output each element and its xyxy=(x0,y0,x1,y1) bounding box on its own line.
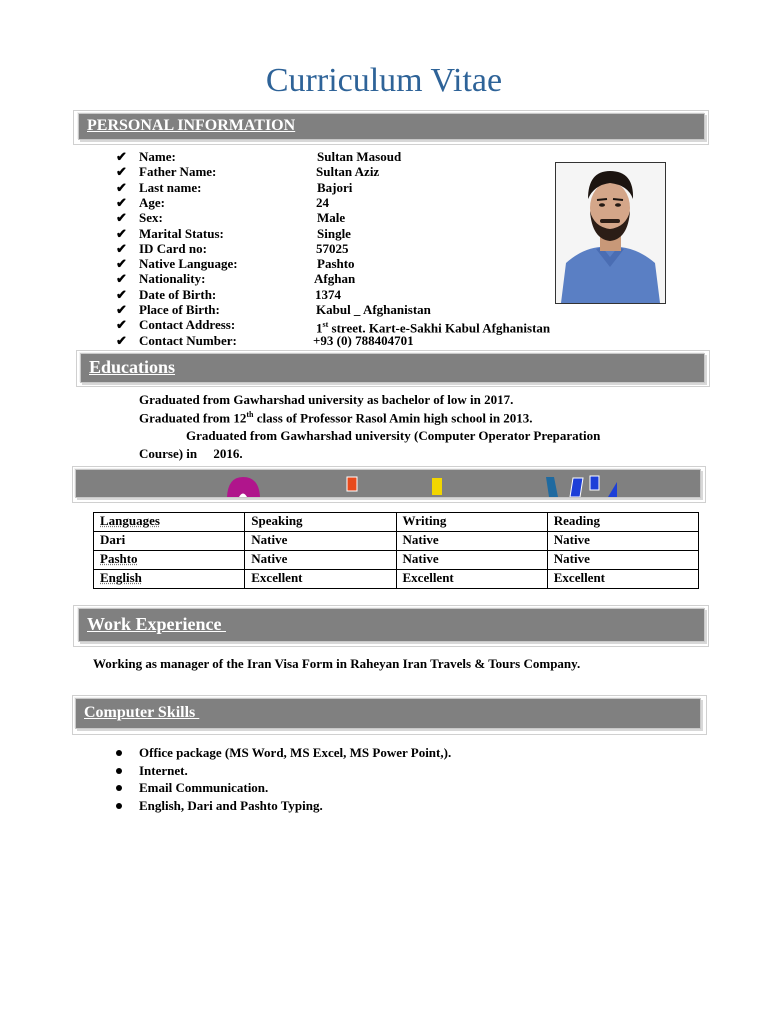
list-item: Email Communication. xyxy=(116,779,451,797)
table-header-cell: Writing xyxy=(396,513,547,532)
list-item: Office package (MS Word, MS Excel, MS Power Point,). xyxy=(116,744,451,762)
personal-info-list: ✔ Name: Sultan Masoud ✔ Father Name: Sultan Aziz ✔ Last name: Bajori ✔ Age: 24 ✔ Sex: Male ✔ Marital Status: Single ✔ ID Card no: 57025 ✔ Native Language: Pashto ✔ Nationality: Afghan ✔ Date of Birth: 1374 ✔ Place of Birth: Kabul _ Afghanistan ✔ Contact Address: 1st street. Kart-e-Sakhi Kabul Afghanistan ✔ Contact Number: +93 (0) 788404701 xyxy=(116,149,551,348)
education-line-2: Graduated from 12th class of Professor Rasol Amin high school in 2013. xyxy=(139,410,533,426)
table-cell: Excellent xyxy=(547,570,698,589)
section-header-personal xyxy=(78,113,705,140)
table-cell: Native xyxy=(396,532,547,551)
portrait-image xyxy=(556,163,665,303)
section-title-computer: Computer Skills xyxy=(84,704,200,721)
table-header-cell: Languages xyxy=(94,513,245,532)
table-cell: Dari xyxy=(94,532,245,551)
check-icon: ✔ xyxy=(116,240,127,256)
section-header-educations xyxy=(80,353,705,383)
check-icon: ✔ xyxy=(116,302,127,317)
page-title: Curriculum Vitae xyxy=(265,62,503,99)
table-row xyxy=(94,532,699,551)
section-header-work xyxy=(78,608,705,642)
table-cell: English xyxy=(94,570,245,589)
section-title-educations: Educations xyxy=(89,357,176,377)
languages-table xyxy=(93,512,699,589)
bullet-icon xyxy=(116,785,122,791)
decorative-shapes xyxy=(76,470,700,497)
table-cell: Native xyxy=(245,551,396,570)
check-icon: ✔ xyxy=(116,271,127,287)
list-item: Internet. xyxy=(116,762,451,780)
education-line-1: Graduated from Gawharshad university as bachelor of low in 2017. xyxy=(139,392,514,407)
bullet-icon xyxy=(116,803,122,809)
profile-photo xyxy=(555,162,666,304)
table-header-cell: Reading xyxy=(547,513,698,532)
section-title-work: Work Experience xyxy=(87,614,226,634)
computer-skills-list xyxy=(116,744,451,814)
table-cell: Excellent xyxy=(396,570,547,589)
check-icon: ✔ xyxy=(116,194,127,210)
education-line-4: Course) in 2016. xyxy=(139,446,243,461)
section-header-computer xyxy=(75,698,701,729)
table-header-row xyxy=(94,513,699,532)
table-cell: Native xyxy=(245,532,396,551)
table-row xyxy=(94,551,699,570)
bullet-icon xyxy=(116,768,122,774)
check-icon: ✔ xyxy=(116,210,127,226)
bullet-icon xyxy=(116,750,122,756)
table-cell: Native xyxy=(547,551,698,570)
education-line-3: Graduated from Gawharshad university (Computer Operator Preparation xyxy=(186,428,601,443)
section-title-personal: PERSONAL INFORMATION xyxy=(87,117,296,134)
table-cell: Pashto xyxy=(94,551,245,570)
table-row xyxy=(94,570,699,589)
work-experience-text: Working as manager of the Iran Visa Form in Raheyan Iran Travels & Tours Company. xyxy=(93,656,581,671)
section-header-languages xyxy=(75,469,701,498)
table-header-cell: Speaking xyxy=(245,513,396,532)
check-icon: ✔ xyxy=(116,179,127,195)
table-cell: Excellent xyxy=(245,570,396,589)
check-icon: ✔ xyxy=(116,333,127,348)
table-cell: Native xyxy=(396,551,547,570)
check-icon: ✔ xyxy=(116,286,127,302)
check-icon: ✔ xyxy=(116,149,127,164)
check-icon: ✔ xyxy=(116,256,127,272)
check-icon: ✔ xyxy=(116,225,127,241)
list-item: English, Dari and Pashto Typing. xyxy=(116,797,451,815)
check-icon: ✔ xyxy=(116,317,127,333)
table-cell: Native xyxy=(547,532,698,551)
check-icon: ✔ xyxy=(116,164,127,180)
